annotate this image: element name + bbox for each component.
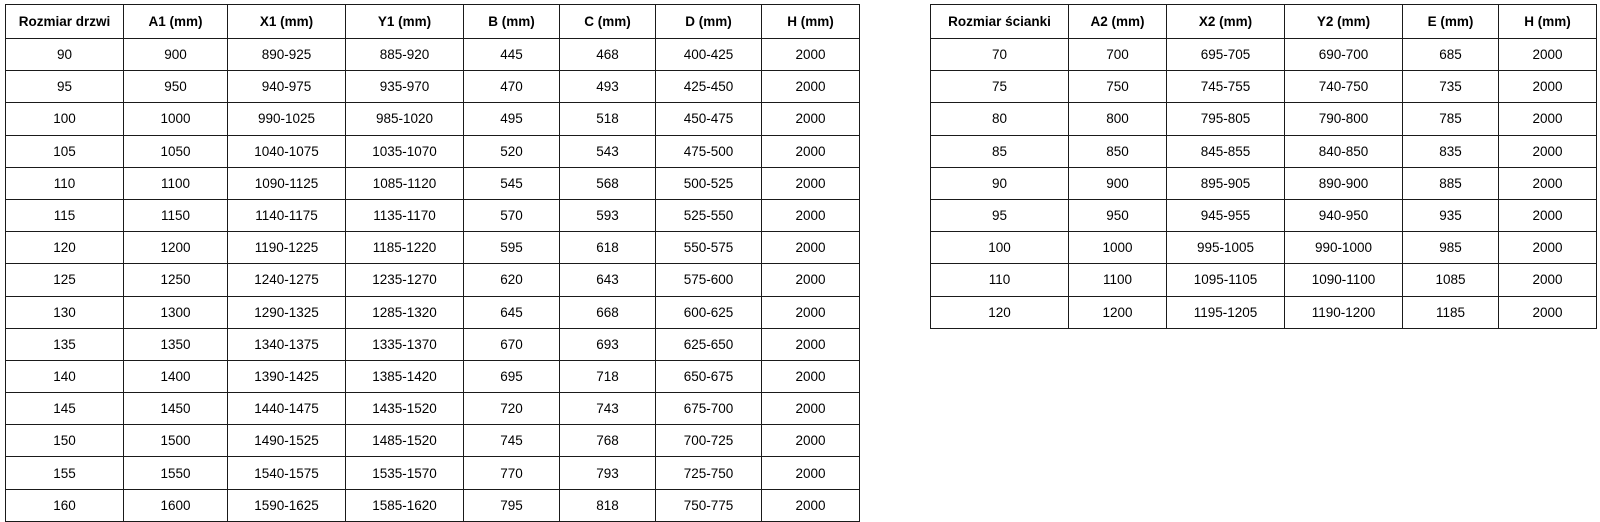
doors_table-column-header: X1 (mm) [228, 5, 346, 39]
walls_table-column-header: X2 (mm) [1167, 5, 1285, 39]
table-cell: 1440-1475 [228, 393, 346, 425]
table-cell: 995-1005 [1167, 232, 1285, 264]
walls-dimensions-table [930, 4, 1597, 329]
table-cell: 90 [6, 39, 124, 71]
doors-dimensions-table [5, 4, 860, 522]
table-cell: 2000 [762, 264, 860, 296]
table-row [6, 489, 860, 521]
table-cell: 575-600 [656, 264, 762, 296]
table-cell: 1185-1220 [346, 232, 464, 264]
table-cell: 1135-1170 [346, 199, 464, 231]
table-cell: 695-705 [1167, 39, 1285, 71]
table-cell: 985-1020 [346, 103, 464, 135]
table-cell: 2000 [762, 425, 860, 457]
table-cell: 1150 [124, 199, 228, 231]
table-cell: 85 [931, 135, 1069, 167]
table-cell: 720 [464, 393, 560, 425]
table-cell: 685 [1403, 39, 1499, 71]
table-cell: 130 [6, 296, 124, 328]
table-cell: 525-550 [656, 199, 762, 231]
table-cell: 1600 [124, 489, 228, 521]
table-row [6, 425, 860, 457]
table-cell: 2000 [762, 103, 860, 135]
table-row [6, 135, 860, 167]
table-cell: 2000 [1499, 264, 1597, 296]
table-cell: 1490-1525 [228, 425, 346, 457]
table-cell: 1335-1370 [346, 328, 464, 360]
table-cell: 1285-1320 [346, 296, 464, 328]
table-cell: 1185 [1403, 296, 1499, 328]
table-cell: 1550 [124, 457, 228, 489]
table-cell: 650-675 [656, 360, 762, 392]
table-cell: 900 [1069, 167, 1167, 199]
table-cell: 990-1025 [228, 103, 346, 135]
table-cell: 100 [931, 232, 1069, 264]
table-cell: 543 [560, 135, 656, 167]
table-cell: 1350 [124, 328, 228, 360]
table-header-row [931, 5, 1597, 39]
table-cell: 495 [464, 103, 560, 135]
table-cell: 835 [1403, 135, 1499, 167]
table-cell: 885-920 [346, 39, 464, 71]
table-cell: 568 [560, 167, 656, 199]
table-cell: 1385-1420 [346, 360, 464, 392]
table-cell: 518 [560, 103, 656, 135]
table-row [6, 328, 860, 360]
table-cell: 593 [560, 199, 656, 231]
table-cell: 735 [1403, 71, 1499, 103]
table-cell: 985 [1403, 232, 1499, 264]
doors-dimensions-table-container [5, 4, 860, 522]
table-cell: 120 [931, 296, 1069, 328]
table-cell: 100 [6, 103, 124, 135]
table-cell: 625-650 [656, 328, 762, 360]
table-cell: 570 [464, 199, 560, 231]
table-cell: 140 [6, 360, 124, 392]
table-cell: 890-900 [1285, 167, 1403, 199]
table-cell: 1235-1270 [346, 264, 464, 296]
table-cell: 1535-1570 [346, 457, 464, 489]
table-cell: 2000 [762, 328, 860, 360]
table-cell: 745 [464, 425, 560, 457]
table-cell: 1050 [124, 135, 228, 167]
doors_table-column-header: A1 (mm) [124, 5, 228, 39]
table-cell: 1540-1575 [228, 457, 346, 489]
table-cell: 1400 [124, 360, 228, 392]
table-cell: 1240-1275 [228, 264, 346, 296]
table-cell: 425-450 [656, 71, 762, 103]
table-cell: 145 [6, 393, 124, 425]
table-row [6, 393, 860, 425]
table-cell: 545 [464, 167, 560, 199]
table-cell: 750 [1069, 71, 1167, 103]
walls_table-column-header: A2 (mm) [1069, 5, 1167, 39]
table-cell: 1140-1175 [228, 199, 346, 231]
table-cell: 1085 [1403, 264, 1499, 296]
table-cell: 620 [464, 264, 560, 296]
table-cell: 693 [560, 328, 656, 360]
table-cell: 2000 [762, 232, 860, 264]
table-row [6, 199, 860, 231]
table-cell: 468 [560, 39, 656, 71]
table-cell: 450-475 [656, 103, 762, 135]
table-cell: 670 [464, 328, 560, 360]
table-cell: 700-725 [656, 425, 762, 457]
table-cell: 470 [464, 71, 560, 103]
table-cell: 675-700 [656, 393, 762, 425]
table-cell: 135 [6, 328, 124, 360]
table-cell: 493 [560, 71, 656, 103]
table-cell: 768 [560, 425, 656, 457]
table-cell: 2000 [1499, 135, 1597, 167]
table-row [6, 103, 860, 135]
table-cell: 2000 [762, 199, 860, 231]
table-row [6, 167, 860, 199]
table-cell: 895-905 [1167, 167, 1285, 199]
table-cell: 1195-1205 [1167, 296, 1285, 328]
walls-table-body [931, 39, 1597, 329]
table-cell: 690-700 [1285, 39, 1403, 71]
walls_table-column-header: H (mm) [1499, 5, 1597, 39]
doors-table-header [6, 5, 860, 39]
table-cell: 1390-1425 [228, 360, 346, 392]
table-cell: 2000 [762, 393, 860, 425]
table-cell: 850 [1069, 135, 1167, 167]
table-row [931, 167, 1597, 199]
table-row [6, 264, 860, 296]
table-cell: 2000 [1499, 296, 1597, 328]
table-cell: 935-970 [346, 71, 464, 103]
table-cell: 1090-1125 [228, 167, 346, 199]
table-cell: 840-850 [1285, 135, 1403, 167]
walls_table-column-header: Y2 (mm) [1285, 5, 1403, 39]
table-row [931, 135, 1597, 167]
table-cell: 105 [6, 135, 124, 167]
table-cell: 1085-1120 [346, 167, 464, 199]
doors_table-column-header: Y1 (mm) [346, 5, 464, 39]
table-cell: 940-975 [228, 71, 346, 103]
table-cell: 745-755 [1167, 71, 1285, 103]
table-cell: 743 [560, 393, 656, 425]
doors-table-body [6, 39, 860, 522]
table-cell: 600-625 [656, 296, 762, 328]
table-cell: 2000 [762, 296, 860, 328]
table-cell: 793 [560, 457, 656, 489]
table-cell: 795-805 [1167, 103, 1285, 135]
table-cell: 95 [6, 71, 124, 103]
table-cell: 645 [464, 296, 560, 328]
table-cell: 750-775 [656, 489, 762, 521]
table-cell: 2000 [762, 457, 860, 489]
table-cell: 668 [560, 296, 656, 328]
table-cell: 95 [931, 199, 1069, 231]
table-cell: 818 [560, 489, 656, 521]
table-cell: 1200 [1069, 296, 1167, 328]
table-cell: 125 [6, 264, 124, 296]
walls-table-header [931, 5, 1597, 39]
table-cell: 1040-1075 [228, 135, 346, 167]
table-cell: 1200 [124, 232, 228, 264]
table-cell: 1000 [124, 103, 228, 135]
table-row [6, 71, 860, 103]
table-cell: 1300 [124, 296, 228, 328]
table-cell: 2000 [1499, 232, 1597, 264]
table-cell: 110 [6, 167, 124, 199]
table-cell: 1485-1520 [346, 425, 464, 457]
table-cell: 2000 [762, 360, 860, 392]
table-cell: 845-855 [1167, 135, 1285, 167]
table-cell: 800 [1069, 103, 1167, 135]
table-cell: 795 [464, 489, 560, 521]
table-cell: 75 [931, 71, 1069, 103]
table-cell: 790-800 [1285, 103, 1403, 135]
table-cell: 475-500 [656, 135, 762, 167]
table-cell: 80 [931, 103, 1069, 135]
table-cell: 1340-1375 [228, 328, 346, 360]
table-cell: 2000 [1499, 167, 1597, 199]
doors_table-column-header: B (mm) [464, 5, 560, 39]
walls_table-column-header: Rozmiar ścianki [931, 5, 1069, 39]
table-cell: 2000 [762, 39, 860, 71]
table-cell: 1500 [124, 425, 228, 457]
table-row [931, 71, 1597, 103]
table-row [6, 360, 860, 392]
table-cell: 1100 [124, 167, 228, 199]
table-cell: 1250 [124, 264, 228, 296]
table-cell: 700 [1069, 39, 1167, 71]
table-row [931, 199, 1597, 231]
table-cell: 643 [560, 264, 656, 296]
table-cell: 155 [6, 457, 124, 489]
table-cell: 70 [931, 39, 1069, 71]
table-cell: 1095-1105 [1167, 264, 1285, 296]
table-cell: 120 [6, 232, 124, 264]
table-cell: 695 [464, 360, 560, 392]
table-cell: 885 [1403, 167, 1499, 199]
table-cell: 940-950 [1285, 199, 1403, 231]
table-cell: 160 [6, 489, 124, 521]
table-cell: 595 [464, 232, 560, 264]
walls-dimensions-table-container [930, 4, 1597, 329]
doors_table-column-header: C (mm) [560, 5, 656, 39]
table-cell: 935 [1403, 199, 1499, 231]
table-row [931, 103, 1597, 135]
table-cell: 520 [464, 135, 560, 167]
table-row [931, 232, 1597, 264]
table-cell: 718 [560, 360, 656, 392]
table-cell: 1435-1520 [346, 393, 464, 425]
table-cell: 900 [124, 39, 228, 71]
table-row [6, 39, 860, 71]
table-row [6, 232, 860, 264]
table-header-row [6, 5, 860, 39]
table-cell: 1000 [1069, 232, 1167, 264]
table-row [931, 296, 1597, 328]
table-cell: 1190-1225 [228, 232, 346, 264]
table-cell: 725-750 [656, 457, 762, 489]
table-cell: 2000 [762, 167, 860, 199]
table-cell: 990-1000 [1285, 232, 1403, 264]
table-cell: 90 [931, 167, 1069, 199]
table-cell: 950 [124, 71, 228, 103]
table-cell: 2000 [762, 71, 860, 103]
table-cell: 1190-1200 [1285, 296, 1403, 328]
table-row [6, 296, 860, 328]
table-cell: 150 [6, 425, 124, 457]
table-cell: 1290-1325 [228, 296, 346, 328]
table-cell: 1090-1100 [1285, 264, 1403, 296]
table-cell: 2000 [1499, 71, 1597, 103]
doors_table-column-header: D (mm) [656, 5, 762, 39]
table-cell: 1585-1620 [346, 489, 464, 521]
table-cell: 2000 [762, 135, 860, 167]
table-cell: 2000 [1499, 199, 1597, 231]
table-row [6, 457, 860, 489]
table-cell: 2000 [762, 489, 860, 521]
table-row [931, 264, 1597, 296]
table-cell: 115 [6, 199, 124, 231]
table-cell: 950 [1069, 199, 1167, 231]
table-cell: 110 [931, 264, 1069, 296]
doors_table-column-header: Rozmiar drzwi [6, 5, 124, 39]
table-cell: 400-425 [656, 39, 762, 71]
table-cell: 1590-1625 [228, 489, 346, 521]
table-cell: 550-575 [656, 232, 762, 264]
table-cell: 618 [560, 232, 656, 264]
table-cell: 2000 [1499, 39, 1597, 71]
table-cell: 2000 [1499, 103, 1597, 135]
table-cell: 740-750 [1285, 71, 1403, 103]
table-cell: 890-925 [228, 39, 346, 71]
table-cell: 500-525 [656, 167, 762, 199]
walls_table-column-header: E (mm) [1403, 5, 1499, 39]
table-cell: 770 [464, 457, 560, 489]
table-cell: 1100 [1069, 264, 1167, 296]
table-cell: 445 [464, 39, 560, 71]
table-cell: 1035-1070 [346, 135, 464, 167]
table-cell: 1450 [124, 393, 228, 425]
table-cell: 785 [1403, 103, 1499, 135]
table-row [931, 39, 1597, 71]
doors_table-column-header: H (mm) [762, 5, 860, 39]
table-cell: 945-955 [1167, 199, 1285, 231]
